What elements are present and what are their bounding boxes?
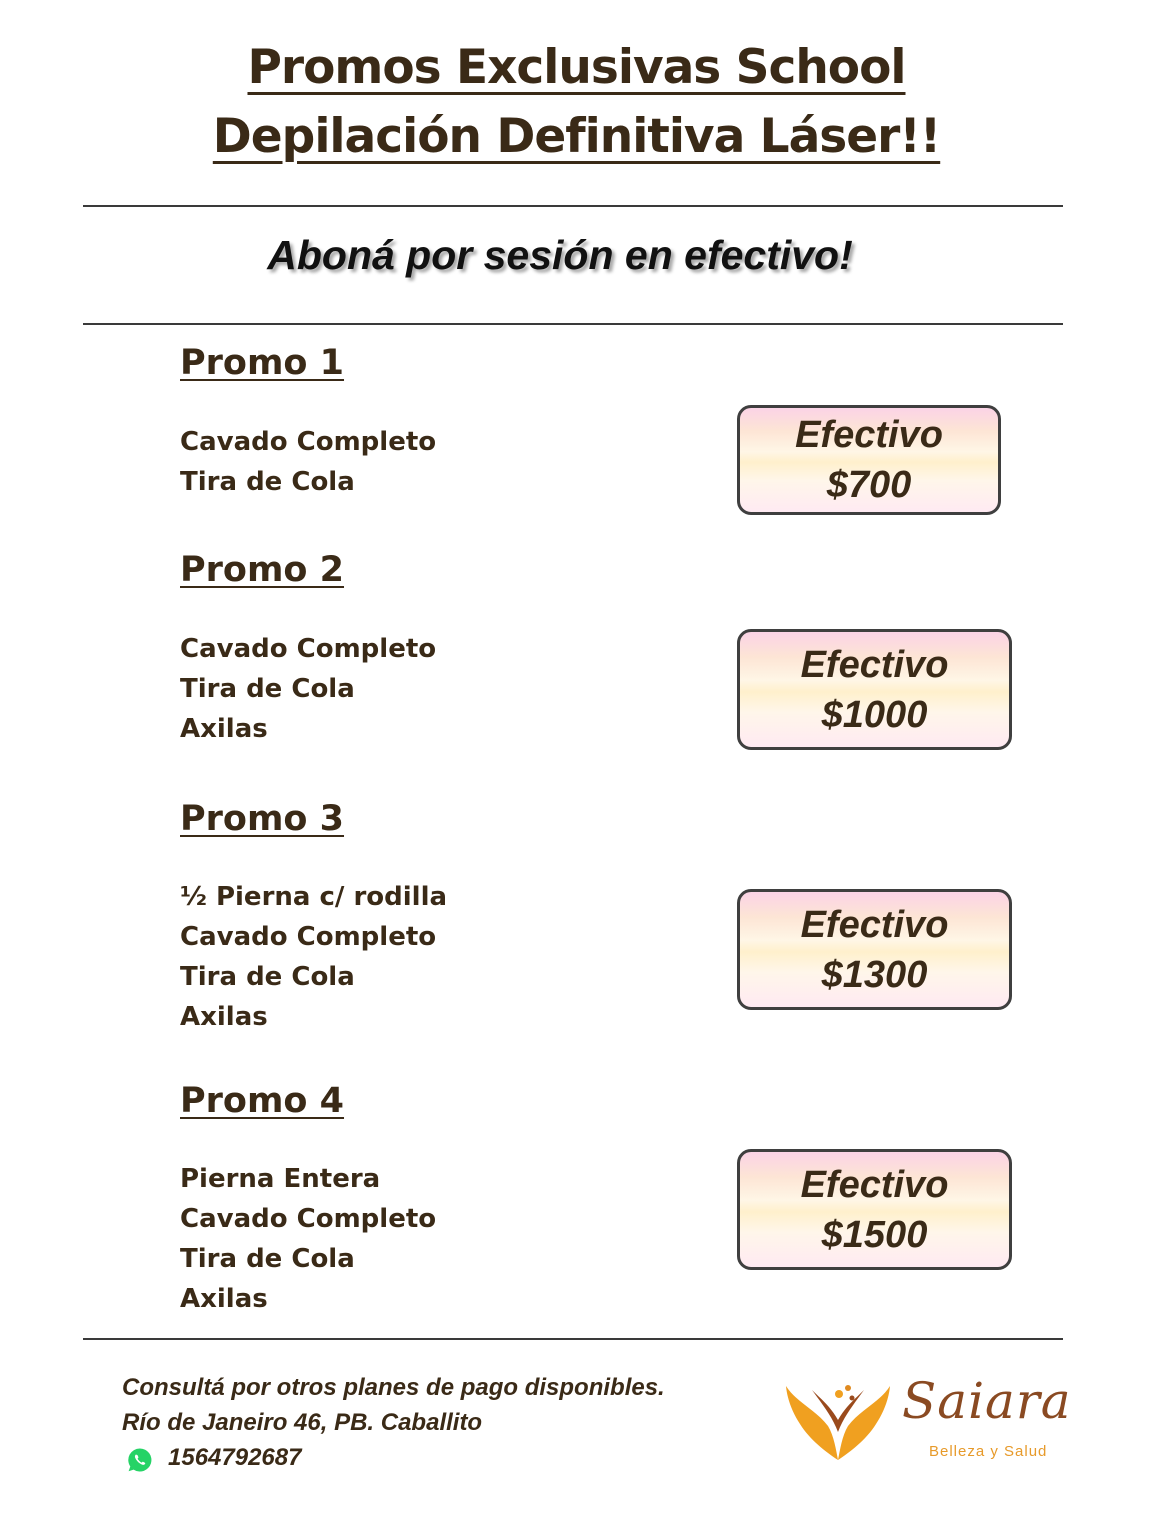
promo-4-items bbox=[180, 1159, 436, 1319]
whatsapp-icon bbox=[127, 1447, 153, 1473]
list-item: Cavado Completo bbox=[180, 634, 437, 664]
saiara-flower-logo-icon bbox=[782, 1380, 894, 1462]
list-item: Axilas bbox=[180, 714, 268, 744]
promo-4-title: Promo 4 bbox=[180, 1081, 345, 1121]
divider-footer bbox=[83, 1338, 1063, 1340]
subtitle: Aboná por sesión en efectivo! bbox=[267, 232, 853, 278]
list-item: Cavado Completo bbox=[180, 1204, 437, 1234]
address: Río de Janeiro 46, PB. Caballito bbox=[122, 1409, 483, 1436]
divider-top bbox=[83, 205, 1063, 207]
promo-1-items bbox=[180, 422, 436, 502]
price-amount: $1500 bbox=[821, 1213, 928, 1256]
phone-number: 1564792687 bbox=[168, 1444, 302, 1471]
promo-3-title: Promo 3 bbox=[180, 799, 345, 839]
promo-1-price-box bbox=[737, 405, 1001, 515]
page-title-line-2: Depilación Definitiva Láser!! bbox=[212, 109, 941, 164]
divider-subtitle bbox=[83, 323, 1063, 325]
promo-2-price-box bbox=[737, 629, 1012, 750]
price-label: Efectivo bbox=[800, 643, 949, 686]
list-item: ½ Pierna c/ rodilla bbox=[180, 882, 448, 912]
price-amount: $1300 bbox=[821, 953, 928, 996]
list-item: Tira de Cola bbox=[180, 962, 355, 992]
brand-name: Saiara bbox=[902, 1372, 1072, 1430]
price-label: Efectivo bbox=[795, 414, 943, 456]
list-item: Cavado Completo bbox=[180, 922, 437, 952]
price-label: Efectivo bbox=[800, 1163, 949, 1206]
promo-3-price-box bbox=[737, 889, 1012, 1010]
price-amount: $700 bbox=[826, 464, 912, 506]
list-item: Axilas bbox=[180, 1002, 268, 1032]
list-item: Pierna Entera bbox=[180, 1164, 381, 1194]
list-item: Tira de Cola bbox=[180, 467, 355, 497]
price-amount: $1000 bbox=[821, 693, 928, 736]
list-item: Tira de Cola bbox=[180, 674, 355, 704]
promo-1-title: Promo 1 bbox=[180, 343, 345, 383]
list-item: Cavado Completo bbox=[180, 427, 437, 457]
list-item: Axilas bbox=[180, 1284, 268, 1314]
promo-3-items bbox=[180, 877, 447, 1037]
promo-2-items bbox=[180, 629, 436, 749]
page-title-line-1: Promos Exclusivas School bbox=[247, 40, 906, 95]
payment-plans-note: Consultá por otros planes de pago disponibles. bbox=[122, 1374, 665, 1401]
brand-tagline: Belleza y Salud bbox=[929, 1443, 1048, 1460]
promo-2-title: Promo 2 bbox=[180, 550, 345, 590]
promo-4-price-box bbox=[737, 1149, 1012, 1270]
price-label: Efectivo bbox=[800, 903, 949, 946]
list-item: Tira de Cola bbox=[180, 1244, 355, 1274]
